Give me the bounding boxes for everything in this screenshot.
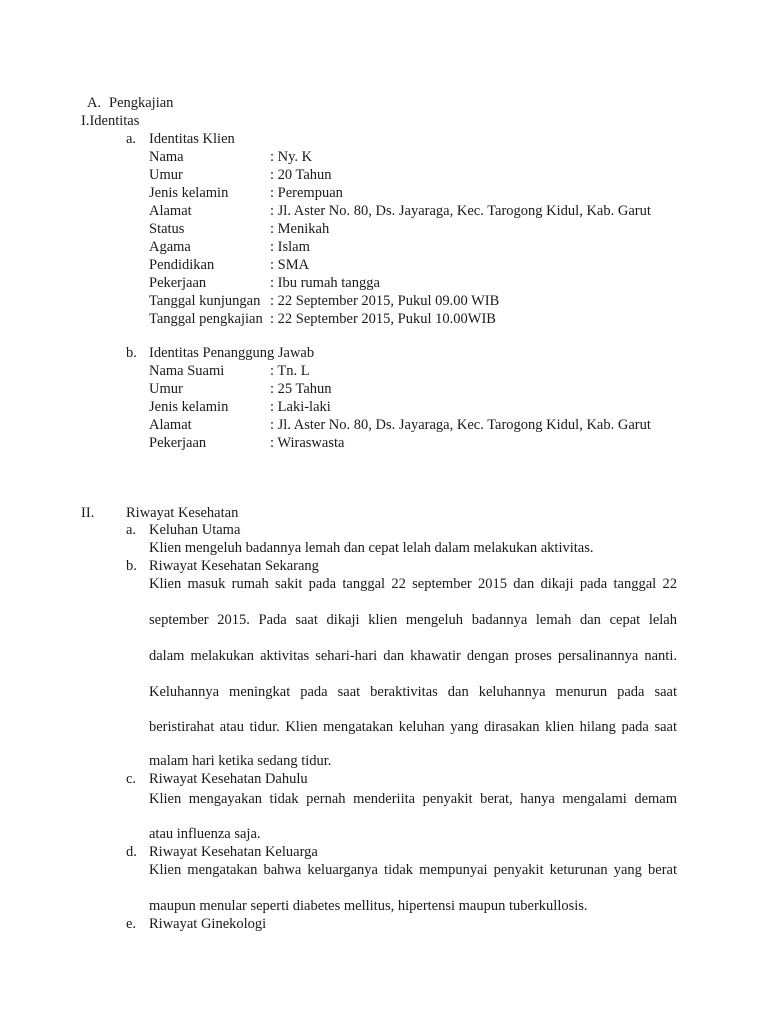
klien-title: Identitas Klien: [149, 131, 235, 147]
field-value: : 25 Tahun: [270, 381, 332, 397]
field-label: Jenis kelamin: [149, 399, 229, 415]
paragraph-line: Keluhannya meningkat pada saat beraktivitas dan keluhannya menurun pada saat: [149, 684, 677, 700]
field-label: Tanggal kunjungan: [149, 293, 261, 309]
field-label: Jenis kelamin: [149, 185, 229, 201]
field-value: : SMA: [270, 257, 310, 273]
paragraph-line: malam hari ketika sedang tidur.: [149, 753, 332, 769]
paragraph-line: september 2015. Pada saat dikaji klien mengeluh badannya lemah dan cepat lelah: [149, 612, 677, 628]
field-label: Pendidikan: [149, 257, 215, 273]
field-label: Umur: [149, 381, 183, 397]
klien-marker: a.: [126, 131, 137, 147]
ginekologi-title: Riwayat Ginekologi: [149, 916, 267, 932]
paragraph-line: beristirahat atau tidur. Klien mengatakan keluhan yang dirasakan klien hilang pada saat: [149, 719, 677, 735]
paragraph-line: Klien mengatakan bahwa keluarganya tidak mempunyai penyakit keturunan yang berat: [149, 862, 677, 878]
paragraph-line: dalam melakukan aktivitas sehari-hari dan khawatir dengan proses persalinannya nanti.: [149, 648, 677, 664]
penanggung-title: Identitas Penanggung Jawab: [149, 345, 315, 361]
riwayat-marker: II.: [81, 505, 95, 521]
field-label: Pekerjaan: [149, 275, 207, 291]
paragraph-line: Klien mengeluh badannya lemah dan cepat lelah dalam melakukan aktivitas.: [149, 540, 594, 556]
section-a-marker: A.: [87, 95, 102, 111]
field-label: Alamat: [149, 417, 192, 433]
field-label: Alamat: [149, 203, 192, 219]
field-label: Tanggal pengkajian: [149, 311, 263, 327]
sekarang-marker: b.: [126, 558, 137, 574]
sekarang-title: Riwayat Kesehatan Sekarang: [149, 558, 319, 574]
field-value: : 22 September 2015, Pukul 10.00WIB: [270, 311, 496, 327]
ginekologi-marker: e.: [126, 916, 137, 932]
field-value: : Ibu rumah tangga: [270, 275, 380, 291]
field-value: : Jl. Aster No. 80, Ds. Jayaraga, Kec. Tarogong Kidul, Kab. Garut: [270, 203, 651, 219]
field-value: : Ny. K: [270, 149, 313, 165]
field-label: Nama Suami: [149, 363, 225, 379]
dahulu-title: Riwayat Kesehatan Dahulu: [149, 771, 308, 787]
paragraph-line: Klien masuk rumah sakit pada tanggal 22 september 2015 dan dikaji pada tanggal 22: [149, 576, 677, 592]
keluhan-title: Keluhan Utama: [149, 522, 241, 538]
field-value: : Laki-laki: [270, 399, 331, 415]
field-value: : Menikah: [270, 221, 330, 237]
field-label: Umur: [149, 167, 183, 183]
field-label: Agama: [149, 239, 191, 255]
field-value: : Jl. Aster No. 80, Ds. Jayaraga, Kec. Tarogong Kidul, Kab. Garut: [270, 417, 651, 433]
field-label: Pekerjaan: [149, 435, 207, 451]
field-label: Status: [149, 221, 185, 237]
field-value: : 20 Tahun: [270, 167, 332, 183]
keluarga-marker: d.: [126, 844, 137, 860]
keluarga-title: Riwayat Kesehatan Keluarga: [149, 844, 318, 860]
dahulu-marker: c.: [126, 771, 137, 787]
identitas-heading: I.Identitas: [81, 113, 140, 129]
paragraph-line: atau influenza saja.: [149, 826, 261, 842]
riwayat-title: Riwayat Kesehatan: [126, 505, 239, 521]
keluhan-marker: a.: [126, 522, 137, 538]
penanggung-marker: b.: [126, 345, 137, 361]
section-a-title: Pengkajian: [109, 95, 174, 111]
field-label: Nama: [149, 149, 184, 165]
field-value: : Islam: [270, 239, 310, 255]
field-value: : 22 September 2015, Pukul 09.00 WIB: [270, 293, 500, 309]
field-value: : Wiraswasta: [270, 435, 345, 451]
field-value: : Tn. L: [270, 363, 310, 379]
field-value: : Perempuan: [270, 185, 343, 201]
paragraph-line: Klien mengayakan tidak pernah menderiita penyakit berat, hanya mengalami demam: [149, 791, 677, 807]
paragraph-line: maupun menular seperti diabetes mellitus, hipertensi maupun tuberkullosis.: [149, 898, 588, 914]
